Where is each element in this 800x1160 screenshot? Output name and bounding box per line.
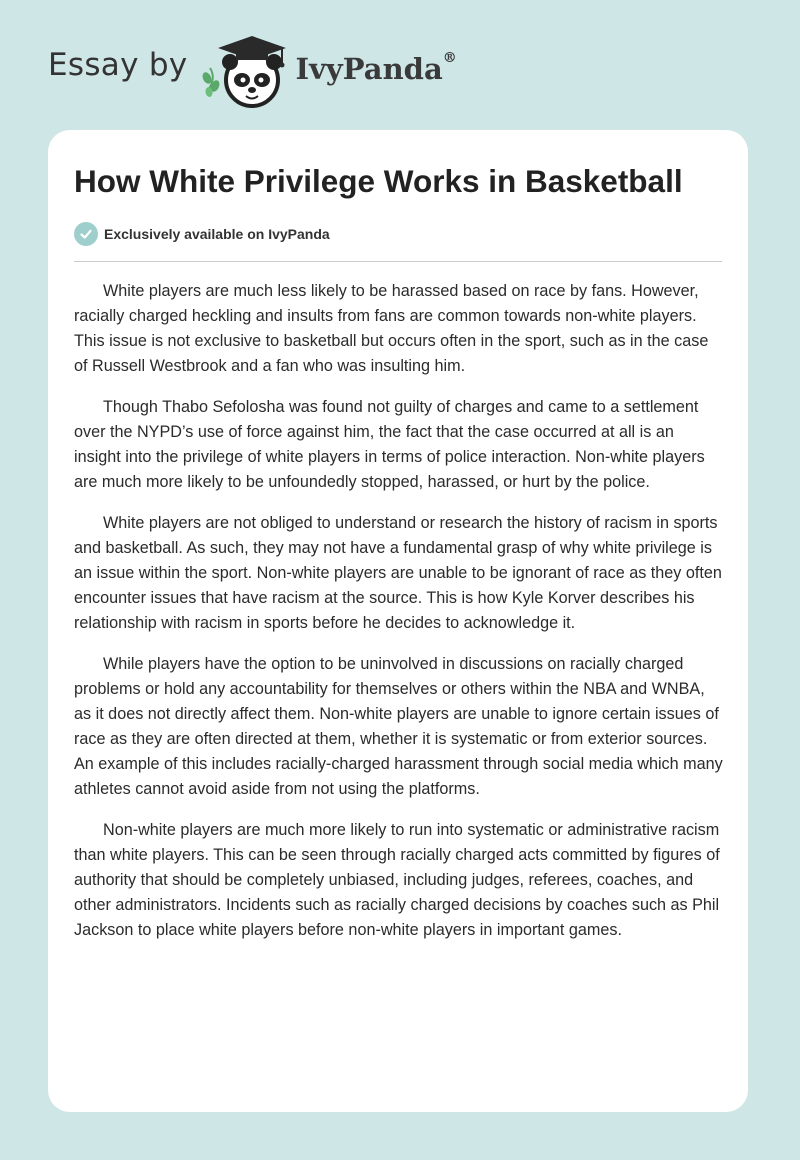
registered-mark: ® — [442, 50, 457, 66]
essay-by-label: Essay by — [48, 47, 188, 83]
check-icon — [74, 222, 98, 246]
panda-graduate-logo-icon[interactable] — [202, 30, 292, 110]
title-divider — [74, 261, 722, 262]
essay-paragraph: White players are much less likely to be harassed based on race by fans. However, racially charged heckling and insults from fans are common towards non-white players. This issue is not exclusive to basketball but occurs often in the sport, such as in the case of Russell Westbrook and a fan who was insulting him. — [74, 282, 709, 375]
exclusive-badge-text: Exclusively available on IvyPanda — [104, 226, 330, 242]
essay-card — [48, 130, 748, 1112]
essay-title: How White Privilege Works in Basketball — [74, 163, 683, 199]
ivypanda-brand-name[interactable] — [296, 52, 457, 86]
brand-name-text: IvyPanda — [295, 52, 443, 86]
essay-paragraph: While players have the option to be uninvolved in discussions on racially charged problems or hold any accountability for themselves or others within the NBA and WNBA, as it does not directly affect them. Non-white players are unable to ignore certain issues of race as they are often directed at them, whether it is systematic or from exterior sources. An example of this includes racially-charged harassment through social media which many athletes cannot avoid aside from not using the platforms. — [74, 655, 723, 798]
essay-body — [74, 279, 724, 959]
essay-paragraph: Non-white players are much more likely to run into systematic or administrative racism than white players. This can be seen through racially charged acts committed by figures of authority that should be completely unbiased, including judges, referees, coaches, and other administrators. Incidents such as racially charged decisions by coaches such as Phil Jackson to place white players before non-white players in important games. — [74, 821, 720, 939]
essay-paragraph: Though Thabo Sefolosha was found not guilty of charges and came to a settlement over the NYPD’s use of force against him, the fact that the case occurred at all is an insight into the privilege of white players in terms of police interaction. Non-white players are much more likely to be unfoundedly stopped, harassed, or hurt by the police. — [74, 398, 705, 491]
essay-paragraph: White players are not obliged to understand or research the history of racism in sports and basketball. As such, they may not have a fundamental grasp of why white privilege is an issue within the sport. Non-white players are unable to be ignorant of race as they often encounter issues that have racism at the source. This is how Kyle Korver describes his relationship with racism in sports before he decides to acknowledge it. — [74, 514, 722, 632]
site-header — [48, 30, 457, 110]
exclusive-badge — [74, 222, 330, 246]
